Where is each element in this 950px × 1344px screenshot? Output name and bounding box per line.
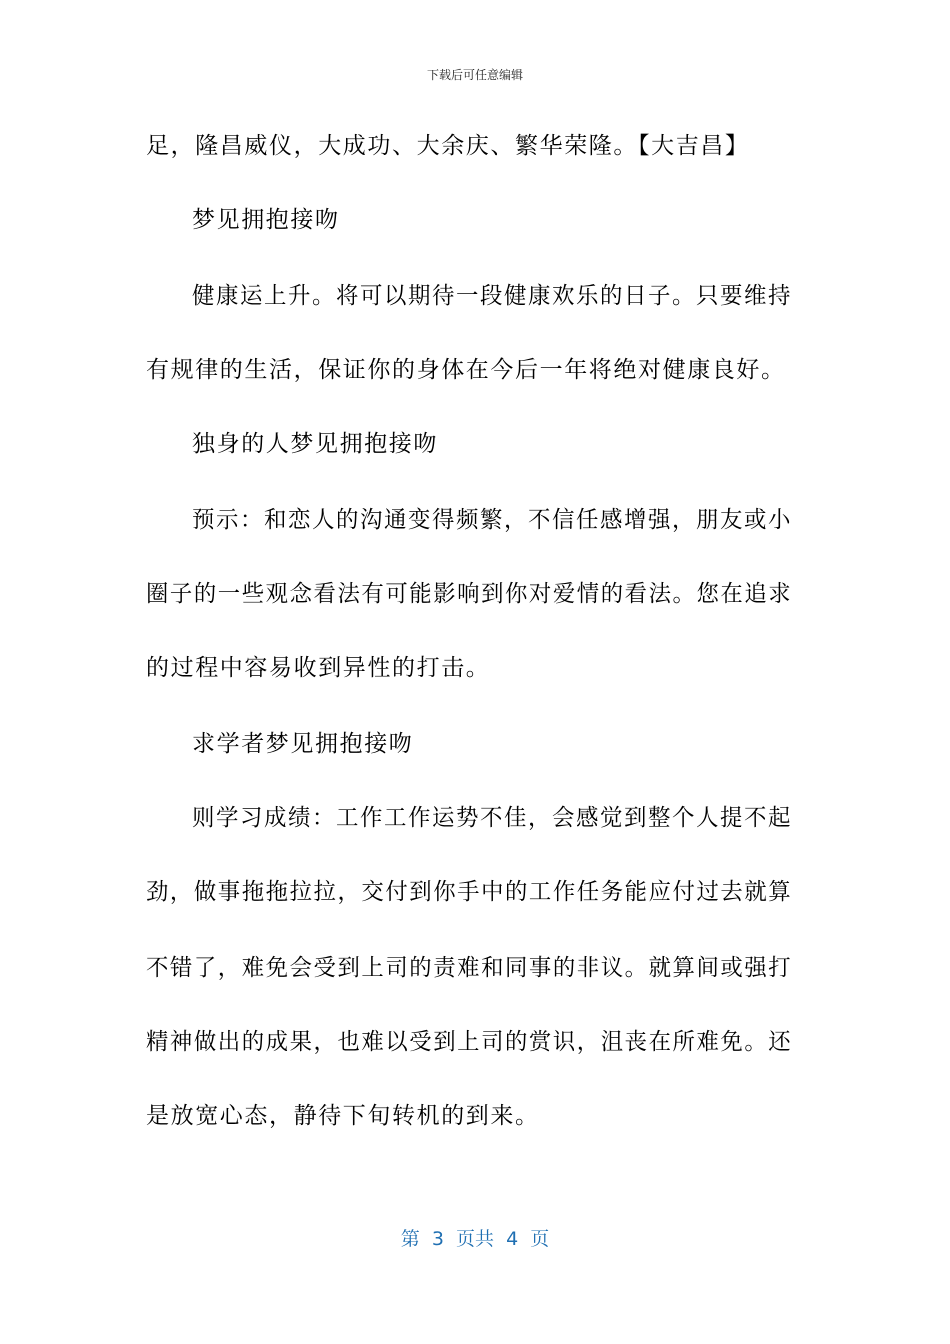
page-header: 下载后可任意编辑 (426, 68, 523, 82)
section-heading: 求学者梦见拥抱接吻 (192, 731, 414, 757)
body-line: 预示：和恋人的沟通变得频繁，不信任感增强，朋友或小 (192, 507, 792, 533)
body-line: 的过程中容易收到异性的打击。 (146, 655, 491, 681)
body-line: 有规律的生活，保证你的身体在今后一年将绝对健康良好。 (146, 357, 786, 383)
body-line: 足，隆昌威仪，大成功、大余庆、繁华荣隆。【大吉昌】 (146, 133, 750, 159)
body-line: 精神做出的成果，也难以受到上司的赏识，沮丧在所难免。还 (146, 1029, 793, 1055)
body-line: 劲，做事拖拖拉拉，交付到你手中的工作任务能应付过去就算 (146, 879, 793, 905)
body-line: 是放宽心态，静待下旬转机的到来。 (146, 1103, 540, 1129)
body-line: 不错了，难免会受到上司的责难和同事的非议。就算间或强打 (146, 955, 793, 981)
body-line: 圈子的一些观念看法有可能影响到你对爱情的看法。您在追求 (146, 581, 793, 607)
section-heading: 梦见拥抱接吻 (192, 207, 340, 233)
page-number-footer: 第 3 页共 4 页 (400, 1228, 550, 1250)
body-line: 健康运上升。将可以期待一段健康欢乐的日子。只要维持 (192, 283, 792, 309)
section-heading: 独身的人梦见拥抱接吻 (192, 431, 438, 457)
body-line: 则学习成绩：工作工作运势不佳，会感觉到整个人提不起 (192, 805, 792, 831)
